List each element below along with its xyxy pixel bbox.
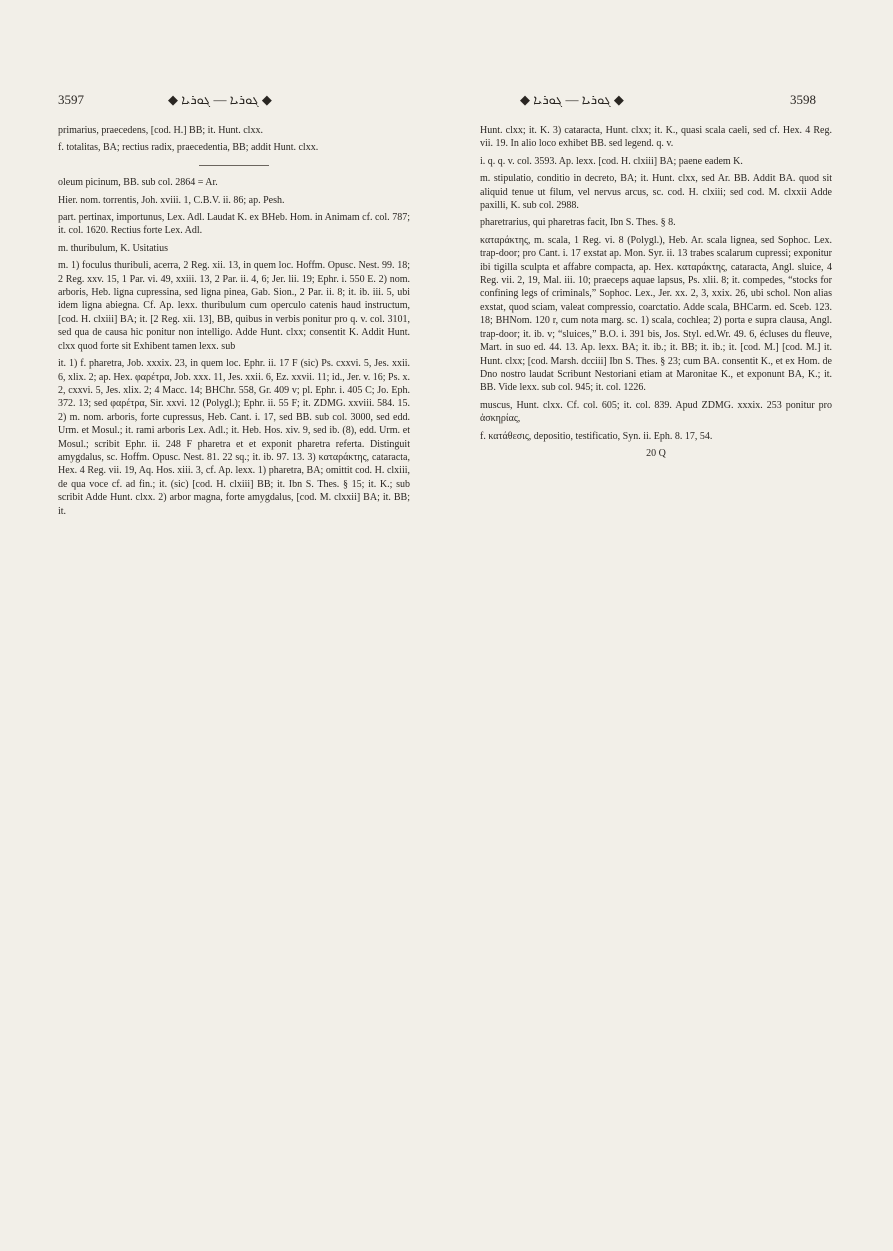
entry: Hier. nom. torrentis, Joh. xviii. 1, C.B.V. ii. 86; ap. Pesh. xyxy=(58,194,285,206)
entry: Hunt. clxx; it. K. 3) cataracta, Hunt. clxx; it. K., quasi scala caeli, sed cf. Hex. 4 Reg. vii. 19. In alio loco exhibet BB. sed legend. q. v. xyxy=(480,125,832,150)
entry: m. stipulatio, conditio in decreto, BA; it. Hunt. clxx, sed Ar. BB. Addit BA. quod sit aliquid tenue ut filum, vel nervus arcus, sc. cod. H. clxiii; sed cod. M. clxxii Adde paxilli, K. sub col. 2988. xyxy=(480,173,832,212)
entry: oleum picinum, BB. sub col. 2864 = Ar. xyxy=(58,177,218,189)
separator-rule xyxy=(58,159,410,172)
right-page-number: 3598 xyxy=(790,92,816,107)
left-column xyxy=(58,124,410,522)
signature-mark: 20 Q xyxy=(646,447,666,459)
entry: f. κατάθεσις, depositio, testificatio, Syn. ii. Eph. 8. 17, 54. xyxy=(480,430,713,442)
entry: m. thuribulum, K. Usitatius xyxy=(58,242,168,254)
entry: primarius, praecedens, [cod. H.] BB; it. Hunt. clxx. xyxy=(58,125,263,136)
entry: muscus, Hunt. clxx. Cf. col. 605; it. col. 839. Apud ZDMG. xxxix. 253 ponitur pro ἀσκηρίας, xyxy=(480,399,832,425)
left-page-number: 3597 xyxy=(58,92,84,107)
right-column xyxy=(480,124,832,464)
entry: it. 1) f. pharetra, Job. xxxix. 23, in quem loc. Ephr. ii. 17 F (sic) Ps. cxxvi. 5, Jes. xxii. 6, xlix. 2; ap. Hex. φαρέτρα, Job. xxx. 11, Jes. xxii. 6, Ez. xxvii. 11; id., Jer. v. 16; Ps. x. 2, cxxvi. 5, Jes. xlix. 2; 4 Macc. 14; BHChr. 558, Gr. 409 v; pl. Ephr. i. 405 C; Jo. Eph. 372. 13; sed φαρέτρα, Sir. xxvi. 12 (Polygl.); Ephr. ii. 55 F; it. ZDMG. xxviii. 584. 15. 2) m. nom. arboris, forte cupressus, Heb. Cant. i. 17, sed BB. sub col. 3000, sed edd. Urm. et Mosul.; it. rami arboris Lex. Adl.; it. Heb. Hos. xiv. 9, sed ib. (8), edd. Urm. et Mosul.; scribit Ephr. ii. 248 F pharetra et et exponit pharetra referta. Distinguit amygdalus, sc. Hoffm. Opusc. Nest. 81. 22 sq.; it. ib. 97. 13. 3) καταράκτης, cataracta, Hex. 4 Reg. vii. 19, Aq. Hos. xiii. 3, cf. Ap. lexx. 1) pharetra, BA; omittit cod. H. clxiii, de qua voce cf. ad fin.; it. (sic) [cod. H. clxiii] BB; it. Ibn S. Thes. § 15; it. K.; sub scribit Adde Hunt. clxx. 2) arbor magna, forte amygdalus, [cod. M. clxxii] BA; it. BB; it. xyxy=(58,358,410,517)
left-guide-words: ◆ ܓܘܪܝܐ — ܓܘܪܝܐ ◆ xyxy=(168,92,272,107)
entry: part. pertinax, importunus, Lex. Adl. Laudat K. ex BHeb. Hom. in Animam cf. col. 787; it. col. 1620. Rectius forte Lex. Adl. xyxy=(58,212,410,237)
running-header xyxy=(0,92,893,114)
entry: f. totalitas, BA; rectius radix, praecedentia, BB; addit Hunt. clxx. xyxy=(58,142,319,154)
right-guide-words: ◆ ܓܘܪܝܐ — ܓܘܪܝܐ ◆ xyxy=(520,92,624,107)
entry: m. 1) foculus thuribuli, acerra, 2 Reg. xii. 13, in quem loc. Hoffm. Opusc. Nest. 99. 18; 2 Reg. xxv. 15, 1 Par. vi. 49, xxiii. 13, 2 Par. ii. 4, 6; Jer. lii. 19; Ephr. i. 550 E. 2) nom. arboris, Heb. ligna cupressina, sed ligna pinea, Gab. Sion., 2 Par. ii. 8; it. ib. iii. 5, ubi idem ligna abiegna. Cf. Ap. lexx. thuribulum cum operculo catenis haud instructum, [cod. H. clxiii] BA; it. [2 Reg. xii. 13], BB, quibus in verbis ponitur pro q. v. col. 3101, sed qua de causa hic ponitur non intelligo. Adde Hunt. clxx; consentit K. Addit Hunt. clxx quod forte sit Exhibent tamen lexx. sub xyxy=(58,260,410,352)
entry: καταράκτης, m. scala, 1 Reg. vi. 8 (Polygl.), Heb. Ar. scala lignea, sed Sophoc. Lex. trap-door; pro Cant. i. 17 exstat ap. Mon. Syr. ii. 13 trabes scalarum cupressi; exponitur ibi tigilla sculpta et affabre compacta, ap. Hex. καταράκτης, cataracta, Angl. sluice, 4 Reg. vii. 2, 19, Mal. iii. 10; praeceps aquae lapsus, Ps. xlii. 8; it. compedes, “stocks for confining legs of criminals,” Sophoc. Lex., Jer. xx. 2, 3, xxix. 26, ubi schol. Non alias exstat, quod sciam, valeat compressio, coarctatio. Adde scala, BHCarm. ed. Sceb. 123. 18; BHNom. 120 r, cum nota marg. sc. 1) scala, cochlea; 2) porta e supra clausa, Angl. trap-door; it. ib. v; “sluices,” B.O. i. 391 bis, Jos. Styl. ed.Wr. 49. 6, écluses du fleuve, Mart. in suo ed. 44. 13. Ap. lexx. BA; it. ib.; it. BB; it. ib.; it. [cod. M.] [cod. M.] it. Hunt. clxx; [cod. Marsh. dcciii] Ibn S. Thes. § 23; cum BA. consentit K., et ex Hom. de Dno nostro laudat Scribunt Nestoriani etiam at Maronitae K., et exponunt BA, K.; it. BB. Vide lexx. sub col. 945; it. col. 1226. xyxy=(480,234,832,394)
entry: i. q. q. v. col. 3593. Ap. lexx. [cod. H. clxiii] BA; paene eadem K. xyxy=(480,155,743,167)
entry: pharetrarius, qui pharetras facit, Ibn S. Thes. § 8. xyxy=(480,217,676,229)
